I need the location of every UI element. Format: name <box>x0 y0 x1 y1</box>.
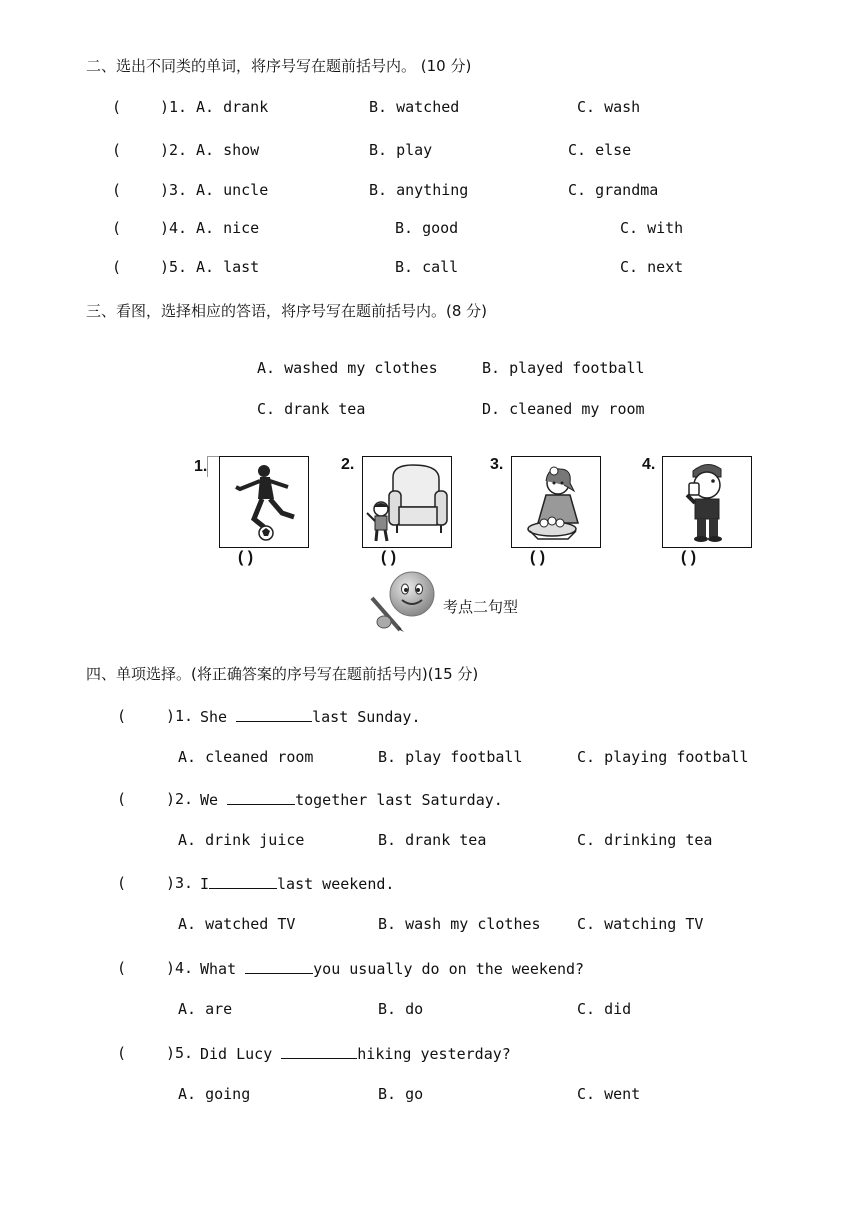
answer-option-a: A. washed my clothes <box>257 359 438 377</box>
smiley-pencil-badge <box>368 570 440 632</box>
answer-option-c: C. drank tea <box>257 400 366 418</box>
question-stem <box>200 790 503 809</box>
girl-washing-clothes-icon <box>512 457 600 547</box>
option-a: A. are <box>178 1000 233 1018</box>
section3-heading: 三、看图，选择相应的答语，将序号写在题前括号内。(8 分) <box>86 302 488 320</box>
answer-paren-open[interactable]: ( <box>112 181 122 199</box>
option-b: B. go <box>378 1085 424 1103</box>
stem-after: hiking yesterday? <box>357 1045 511 1063</box>
option-c: C. drinking tea <box>577 831 713 849</box>
boy-drinking-icon <box>663 457 751 547</box>
question-stem <box>200 874 394 893</box>
option-c: C. else <box>568 141 632 159</box>
fill-blank[interactable] <box>245 959 313 974</box>
option-b: B. drank tea <box>378 831 487 849</box>
answer-paren-open[interactable]: ( <box>117 707 127 725</box>
stem-before: We <box>200 791 228 809</box>
stem-after: last Sunday. <box>312 708 421 726</box>
answer-paren-open[interactable]: ( <box>112 219 122 237</box>
option-b: B. play <box>369 141 433 159</box>
stem-after: you usually do on the weekend? <box>313 960 585 978</box>
answer-paren-open[interactable]: ( <box>112 98 122 116</box>
option-c: C. went <box>577 1085 641 1103</box>
option-a: A. cleaned room <box>178 748 314 766</box>
option-c: C. wash <box>577 98 641 116</box>
answer-option-b: B. played football <box>482 359 645 377</box>
picture-answer-paren[interactable]: ( ) <box>530 549 546 566</box>
option-b: B. call <box>395 258 459 276</box>
question-number: )5. <box>166 1044 194 1062</box>
option-c: C. playing football <box>577 748 749 766</box>
option-c: C. did <box>577 1000 632 1018</box>
question-number: )2. <box>166 790 194 808</box>
answer-option-d: D. cleaned my room <box>482 400 645 418</box>
fill-blank[interactable] <box>281 1044 357 1059</box>
picture-frame <box>362 456 452 548</box>
answer-paren-open[interactable]: ( <box>117 874 127 892</box>
option-a: A. drank <box>196 98 269 116</box>
option-c: C. next <box>620 258 684 276</box>
question-number: )1. <box>166 707 194 725</box>
option-b: B. do <box>378 1000 424 1018</box>
question-stem <box>200 707 421 726</box>
item-number: )2. <box>160 141 188 159</box>
question-stem <box>200 1044 511 1063</box>
stem-before: What <box>200 960 246 978</box>
boy-with-armchair-icon <box>363 457 451 547</box>
picture-answer-paren[interactable]: ( ) <box>238 549 254 566</box>
question-stem <box>200 959 584 978</box>
stem-after: last weekend. <box>277 875 395 893</box>
option-b: B. watched <box>369 98 460 116</box>
answer-paren-open[interactable]: ( <box>117 1044 127 1062</box>
option-a: A. drink juice <box>178 831 305 849</box>
option-a: A. watched TV <box>178 915 296 933</box>
picture-number: 4. <box>642 456 656 473</box>
fill-blank[interactable] <box>236 707 312 722</box>
picture-number: 2. <box>341 456 355 473</box>
option-c: C. watching TV <box>577 915 704 933</box>
question-number: )4. <box>166 959 194 977</box>
answer-paren-open[interactable]: ( <box>112 258 122 276</box>
option-a: A. last <box>196 258 260 276</box>
section2-heading: 二、选出不同类的单词，将序号写在题前括号内。 (10 分) <box>86 57 472 75</box>
answer-paren-open[interactable]: ( <box>117 790 127 808</box>
picture-answer-paren[interactable]: ( ) <box>681 549 697 566</box>
stem-after: together last Saturday. <box>295 791 503 809</box>
picture-number: 3. <box>490 456 504 473</box>
football-player-icon <box>220 457 308 547</box>
badge-text: 考点二句型 <box>443 598 519 616</box>
smiley-face-icon <box>368 570 440 632</box>
question-number: )3. <box>166 874 194 892</box>
item-number: )5. <box>160 258 188 276</box>
option-a: A. uncle <box>196 181 269 199</box>
item-number: )4. <box>160 219 188 237</box>
answer-paren-open[interactable]: ( <box>117 959 127 977</box>
answer-paren-open[interactable]: ( <box>112 141 122 159</box>
stem-before: Did Lucy <box>200 1045 282 1063</box>
option-b: B. anything <box>369 181 469 199</box>
option-b: B. good <box>395 219 459 237</box>
option-b: B. wash my clothes <box>378 915 541 933</box>
item-number: )3. <box>160 181 188 199</box>
picture-frame <box>511 456 601 548</box>
fill-blank[interactable] <box>227 790 295 805</box>
option-c: C. grandma <box>568 181 659 199</box>
stem-before: She <box>200 708 237 726</box>
section4-heading: 四、单项选择。(将正确答案的序号写在题前括号内)(15 分) <box>86 665 479 683</box>
picture-number: 1. <box>194 458 208 475</box>
option-a: A. nice <box>196 219 260 237</box>
option-c: C. with <box>620 219 684 237</box>
option-a: A. going <box>178 1085 251 1103</box>
stem-before: I <box>200 875 210 893</box>
picture-answer-paren[interactable]: ( ) <box>381 549 397 566</box>
item-number: )1. <box>160 98 188 116</box>
fill-blank[interactable] <box>209 874 277 889</box>
picture-frame <box>219 456 309 548</box>
option-a: A. show <box>196 141 260 159</box>
option-b: B. play football <box>378 748 523 766</box>
picture-frame <box>662 456 752 548</box>
